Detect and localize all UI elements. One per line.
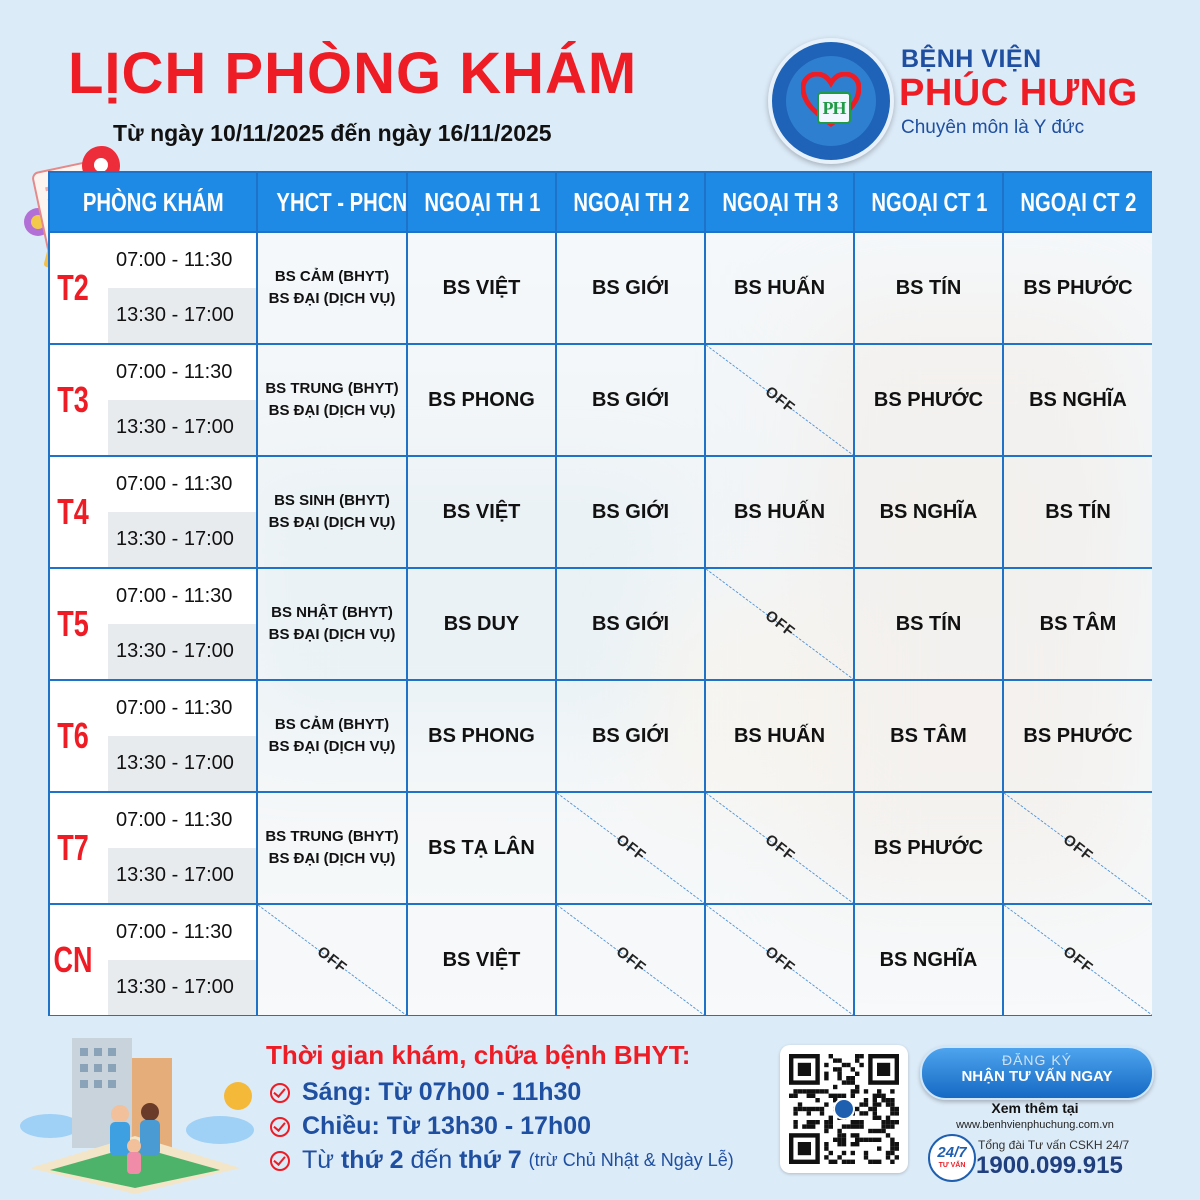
afternoon-hours: Chiều: Từ 13h30 - 17h00: [270, 1112, 591, 1141]
column-header: NGOẠI TH 3: [705, 172, 854, 232]
schedule-cell: [854, 344, 1003, 456]
doctor-name: BS GIỚI: [591, 276, 670, 299]
off-cell: [705, 904, 854, 1016]
schedule-cell: [257, 456, 407, 568]
column-header: NGOẠI TH 2: [556, 172, 705, 232]
hotline-label: Tổng đài Tư vấn CSKH 24/7: [978, 1138, 1130, 1152]
afternoon-time: 13:30 - 17:00: [108, 288, 256, 343]
off-label: OFF: [612, 943, 649, 977]
schedule-cell: [854, 568, 1003, 680]
morning-hours: Sáng: Từ 07h00 - 11h30: [270, 1078, 581, 1107]
doctor-name: BS TÂM: [1039, 612, 1117, 635]
morning-time: 07:00 - 11:30: [108, 233, 256, 288]
hospital-family-illustration: [10, 1018, 260, 1196]
schedule-cell: [854, 232, 1003, 344]
afternoon-time: 13:30 - 17:00: [108, 736, 256, 791]
doctor-name: BS TRUNG (BHYT): [265, 828, 399, 845]
day-cell: [49, 792, 257, 904]
day-cell: [49, 232, 257, 344]
afternoon-time: 13:30 - 17:00: [108, 624, 256, 679]
doctor-name: BS DUY: [443, 612, 520, 635]
register-consult-button[interactable]: ĐĂNG KÝ NHẬN TƯ VẤN NGAY: [920, 1046, 1154, 1100]
day-label: T7: [57, 827, 89, 868]
doctor-name: BS HUẤN: [733, 724, 826, 747]
off-label: OFF: [1059, 831, 1097, 865]
logo-monogram: PH: [817, 92, 851, 124]
table-row: [49, 792, 1152, 904]
schedule-cell: [705, 680, 854, 792]
day-label: T2: [57, 267, 89, 308]
doctor-name: BS NGHĨA: [879, 948, 978, 971]
off-cell: [556, 904, 705, 1016]
morning-time: 07:00 - 11:30: [108, 569, 256, 624]
afternoon-time: 13:30 - 17:00: [108, 848, 256, 903]
doctor-name: BS GIỚI: [591, 612, 670, 635]
website-link[interactable]: www.benhvienphuchung.com.vn: [956, 1119, 1114, 1131]
hospital-logo: [768, 38, 894, 164]
day-label: CN: [53, 939, 93, 980]
schedule-cell: [407, 344, 556, 456]
doctor-name: BS NHẬT (BHYT): [271, 604, 393, 621]
day-cell: [49, 904, 257, 1016]
schedule-cell: [1003, 680, 1152, 792]
brand-slogan: Chuyên môn là Y đức: [901, 117, 1085, 138]
date-range: Từ ngày 10/11/2025 đến ngày 16/11/2025: [113, 120, 552, 146]
qr-code-icon: [789, 1054, 899, 1164]
check-icon: [270, 1117, 290, 1137]
day-label: T6: [57, 715, 89, 756]
morning-time: 07:00 - 11:30: [108, 793, 256, 848]
doctor-name: BS CẢM (BHYT): [274, 716, 390, 733]
morning-time: 07:00 - 11:30: [108, 905, 256, 960]
doctor-name: BS PHONG: [428, 388, 535, 411]
hotline-number[interactable]: 1900.099.915: [976, 1152, 1123, 1179]
off-cell: [556, 792, 705, 904]
day-cell: [49, 568, 257, 680]
off-cell: [705, 792, 854, 904]
off-cell: [1003, 904, 1152, 1016]
schedule-cell: [705, 232, 854, 344]
column-header: YHCT - PHCN: [257, 172, 407, 232]
schedule-cell: [854, 792, 1003, 904]
schedule-cell: [257, 680, 407, 792]
doctor-name: BS TÂM: [890, 724, 967, 747]
day-cell: [49, 456, 257, 568]
schedule-cell: [407, 680, 556, 792]
day-label: T5: [57, 603, 89, 644]
doctor-name: BS PHONG: [428, 724, 535, 747]
schedule-cell: [1003, 568, 1152, 680]
schedule-cell: [1003, 456, 1152, 568]
working-days: Từ thứ 2 đến thứ 7 (trừ Chủ Nhật & Ngày Lễ): [270, 1146, 734, 1175]
schedule-cell: [854, 904, 1003, 1016]
check-icon: [270, 1083, 290, 1103]
afternoon-time: 13:30 - 17:00: [108, 512, 256, 567]
doctor-name: BS TRUNG (BHYT): [265, 380, 399, 397]
check-icon: [270, 1151, 290, 1171]
column-header: NGOẠI CT 1: [854, 172, 1003, 232]
schedule-cell: [854, 680, 1003, 792]
day-cell: [49, 680, 257, 792]
schedule-cell: [257, 568, 407, 680]
column-header: NGOẠI TH 1: [407, 172, 556, 232]
doctor-name: BS NGHĨA: [1029, 388, 1127, 411]
doctor-name: BS SINH (BHYT): [274, 492, 390, 509]
doctor-name: BS PHƯỚC: [1023, 276, 1133, 299]
schedule-cell: [407, 904, 556, 1016]
off-label: OFF: [761, 607, 798, 641]
off-label: OFF: [761, 383, 798, 417]
schedule-cell: [407, 792, 556, 904]
see-more-label: Xem thêm tại: [991, 1100, 1079, 1116]
doctor-name: BS VIỆT: [442, 276, 521, 299]
schedule-cell: [257, 344, 407, 456]
column-header: NGOẠI CT 2: [1003, 172, 1152, 232]
morning-time: 07:00 - 11:30: [108, 345, 256, 400]
table-row: [49, 456, 1152, 568]
afternoon-time: 13:30 - 17:00: [108, 960, 256, 1015]
off-label: OFF: [761, 943, 798, 977]
day-label: T3: [57, 379, 89, 420]
doctor-name: BS CẢM (BHYT): [274, 268, 390, 285]
schedule-cell: [1003, 344, 1152, 456]
doctor-name: BS TẠ LÂN: [428, 836, 535, 859]
doctor-name: BS ĐẠI (DỊCH VỤ): [268, 514, 396, 531]
schedule-cell: [556, 680, 705, 792]
brand-top: BỆNH VIỆN: [901, 45, 1042, 73]
doctor-name: BS ĐẠI (DỊCH VỤ): [268, 850, 396, 867]
off-cell: [705, 344, 854, 456]
brand-name: PHÚC HƯNG: [899, 72, 1138, 114]
day-label: T4: [57, 491, 89, 532]
schedule-cell: [556, 232, 705, 344]
table-row: [49, 344, 1152, 456]
doctor-name: BS TÍN: [1045, 500, 1111, 523]
schedule-cell: [257, 792, 407, 904]
schedule-cell: [407, 568, 556, 680]
page-title: LỊCH PHÒNG KHÁM: [68, 41, 638, 106]
doctor-name: BS PHƯỚC: [873, 836, 984, 859]
off-label: OFF: [612, 831, 649, 865]
schedule-table: [48, 171, 1152, 1016]
header-row: [49, 172, 1152, 232]
table-row: [49, 568, 1152, 680]
off-cell: [257, 904, 407, 1016]
qr-code[interactable]: [780, 1045, 908, 1173]
off-label: OFF: [761, 831, 798, 865]
table-row: [49, 680, 1152, 792]
doctor-name: BS TÍN: [895, 276, 962, 299]
hours-title: Thời gian khám, chữa bệnh BHYT:: [266, 1040, 691, 1070]
doctor-name: BS HUẤN: [733, 500, 826, 523]
doctor-name: BS ĐẠI (DỊCH VỤ): [268, 626, 396, 643]
day-cell: [49, 344, 257, 456]
support-247-badge: 24/7 TƯ VẤN: [928, 1134, 976, 1182]
doctor-name: BS GIỚI: [591, 500, 670, 523]
schedule-cell: [407, 456, 556, 568]
schedule-cell: [556, 568, 705, 680]
schedule-cell: [854, 456, 1003, 568]
table-row: [49, 904, 1152, 1016]
schedule-cell: [407, 232, 556, 344]
doctor-name: BS VIỆT: [442, 500, 521, 523]
morning-time: 07:00 - 11:30: [108, 681, 256, 736]
schedule-cell: [556, 344, 705, 456]
afternoon-time: 13:30 - 17:00: [108, 400, 256, 455]
schedule-cell: [1003, 232, 1152, 344]
schedule-cell: [705, 456, 854, 568]
off-label: OFF: [313, 943, 351, 977]
doctor-name: BS ĐẠI (DỊCH VỤ): [268, 290, 396, 307]
table-row: [49, 232, 1152, 344]
doctor-name: BS GIỚI: [591, 724, 670, 747]
doctor-name: BS NGHĨA: [879, 500, 978, 523]
schedule-cell: [257, 232, 407, 344]
doctor-name: BS ĐẠI (DỊCH VỤ): [268, 402, 396, 419]
doctor-name: BS PHƯỚC: [873, 388, 984, 411]
doctor-name: BS VIỆT: [442, 948, 521, 971]
morning-time: 07:00 - 11:30: [108, 457, 256, 512]
doctor-name: BS PHƯỚC: [1023, 724, 1133, 747]
doctor-name: BS HUẤN: [733, 276, 826, 299]
off-cell: [705, 568, 854, 680]
schedule-cell: [556, 456, 705, 568]
off-label: OFF: [1059, 943, 1097, 977]
off-cell: [1003, 792, 1152, 904]
doctor-name: BS GIỚI: [591, 388, 670, 411]
doctor-name: BS TÍN: [895, 612, 962, 635]
column-header: PHÒNG KHÁM: [49, 172, 257, 232]
doctor-name: BS ĐẠI (DỊCH VỤ): [268, 738, 396, 755]
